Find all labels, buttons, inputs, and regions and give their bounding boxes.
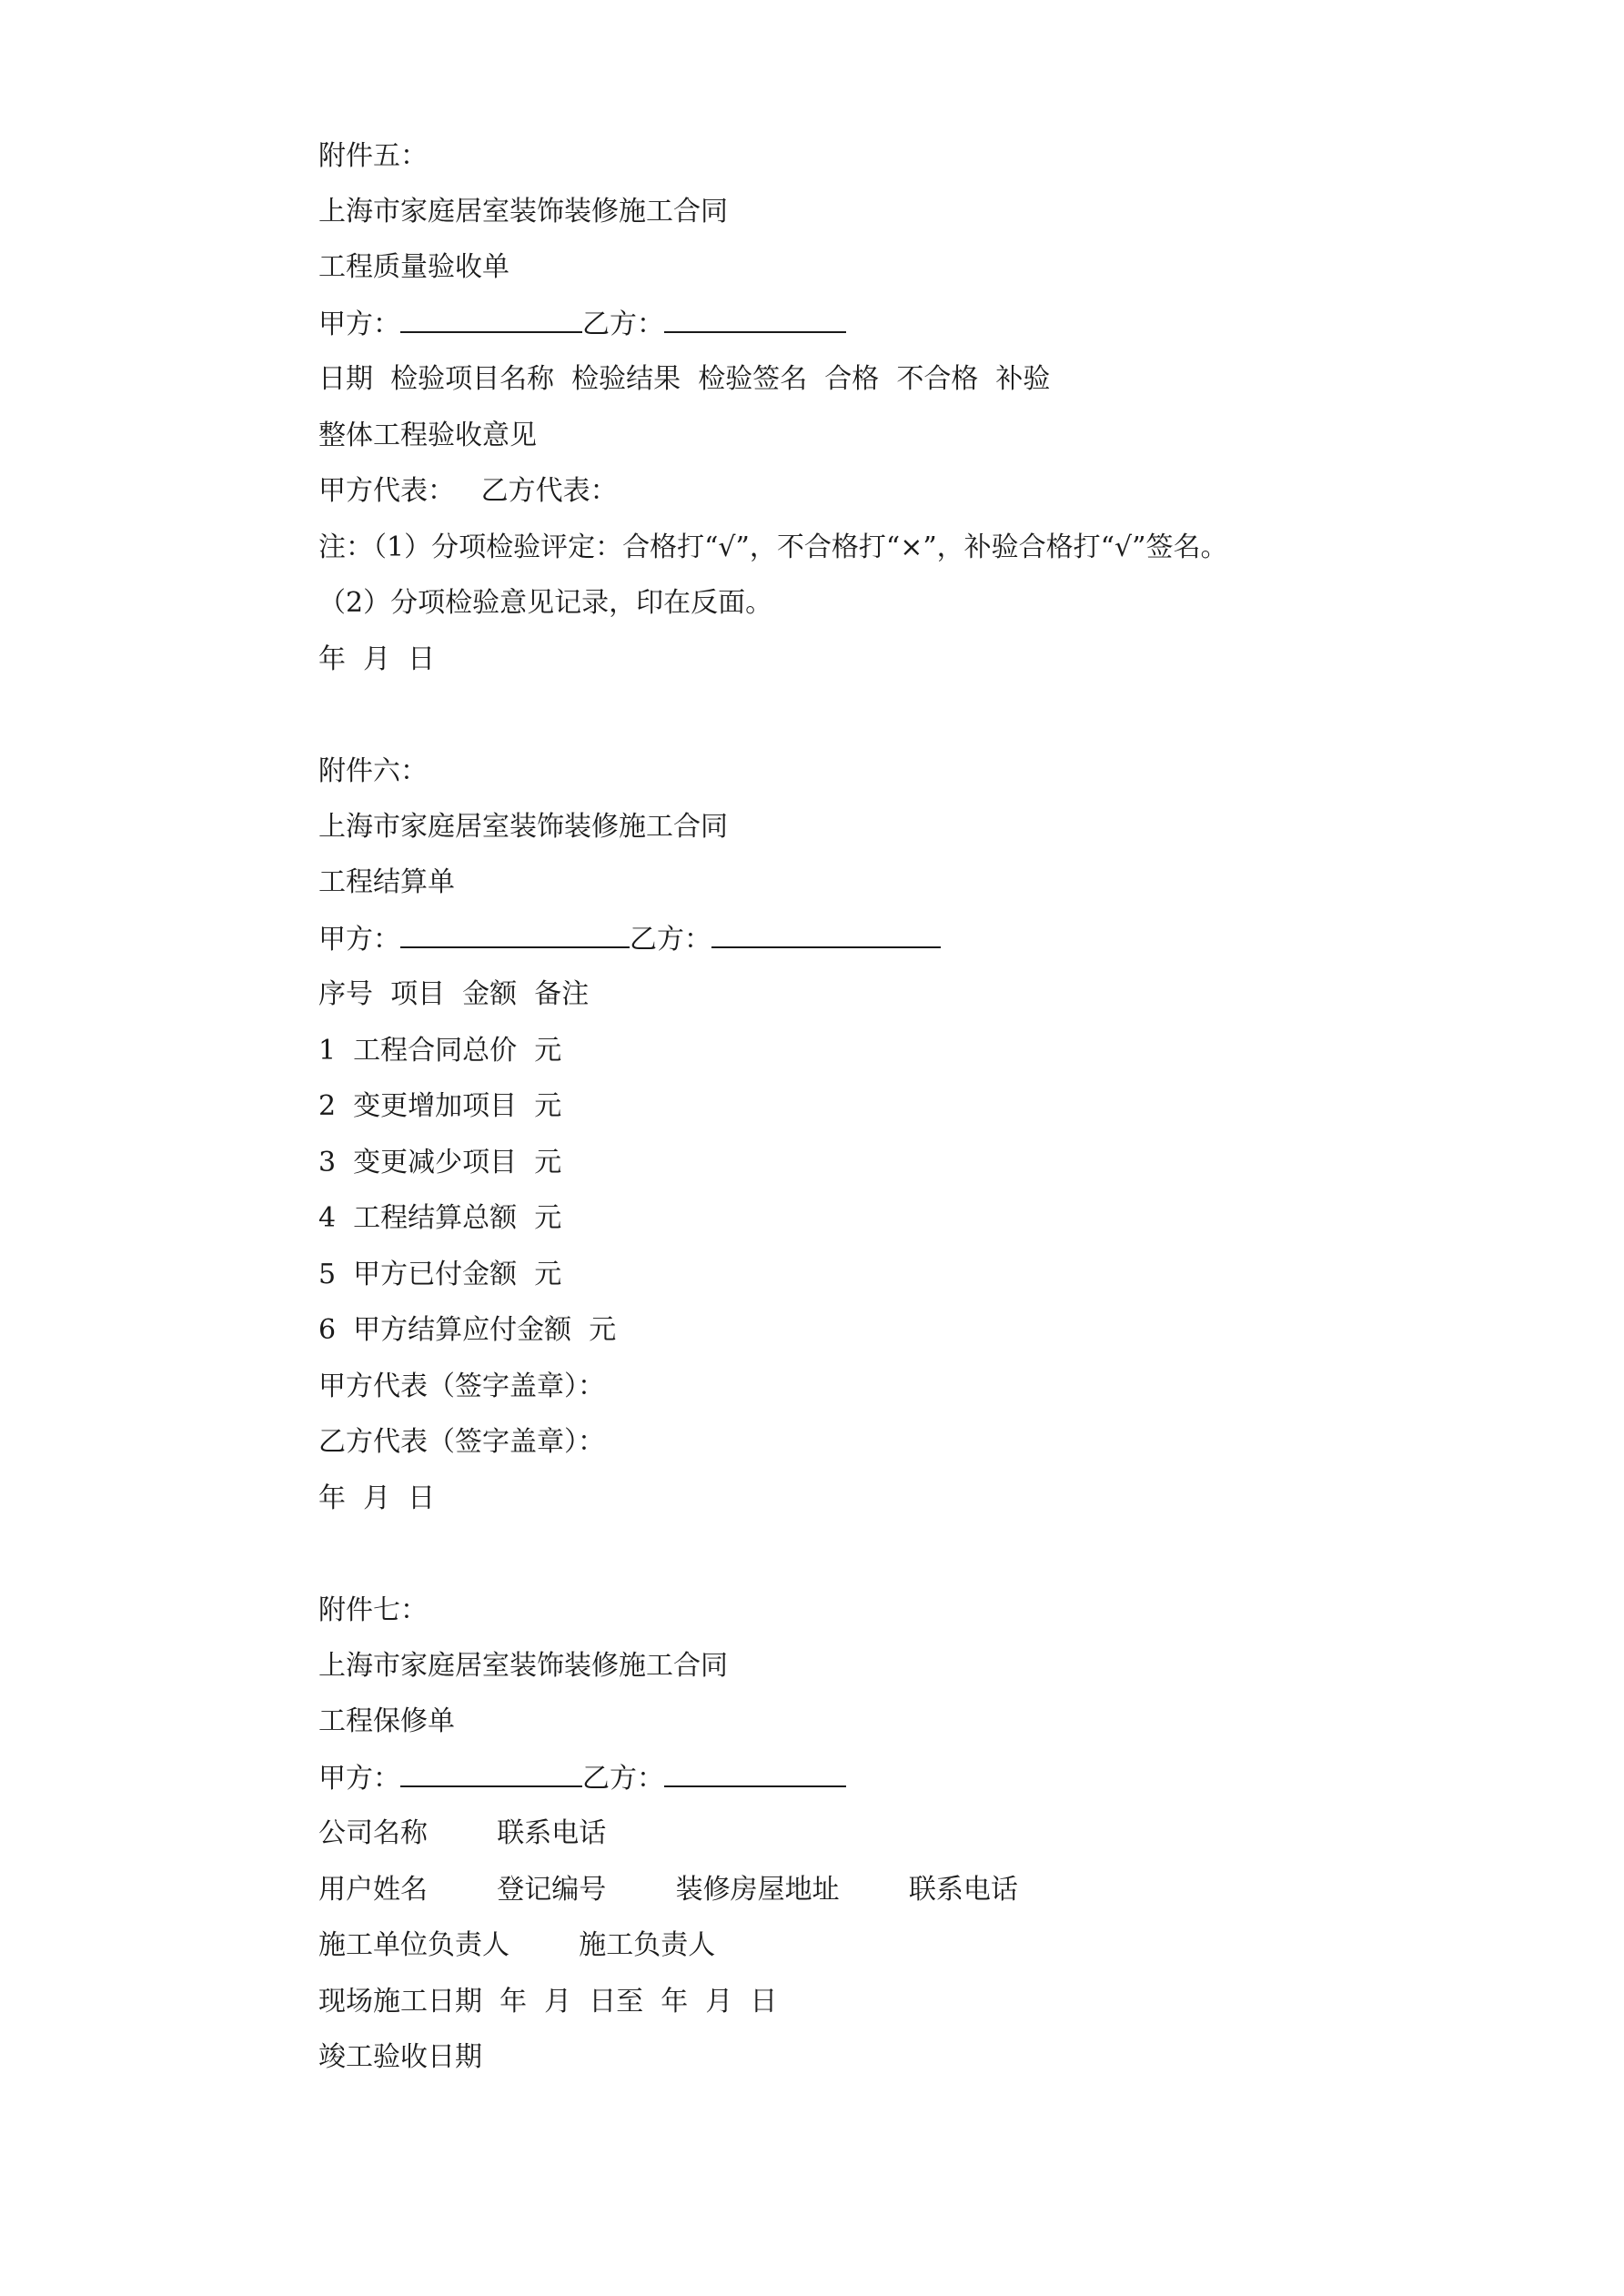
annex5-date-line: 年 月 日 xyxy=(318,643,436,675)
annex6-table-header: 序号 项目 金额 备注 xyxy=(318,978,590,1010)
annex6-heading: 附件六： xyxy=(318,755,428,787)
annex5-heading: 附件五： xyxy=(318,140,428,172)
annex6-row: 5 甲方已付金额 元 xyxy=(318,1259,562,1290)
annex6-row: 4 工程结算总额 元 xyxy=(318,1202,562,1234)
annex5-contract-title: 上海市家庭居室装饰装修施工合同 xyxy=(318,196,728,228)
party-b-blank xyxy=(664,1760,846,1787)
party-a-blank xyxy=(400,921,630,948)
annex5-representatives: 甲方代表： 乙方代表： xyxy=(318,475,618,507)
party-b-blank xyxy=(664,306,846,333)
annex6-row: 1 工程合同总价 元 xyxy=(318,1035,562,1067)
annex7-parties-line xyxy=(318,1760,846,1797)
party-b-label: 乙方： xyxy=(582,308,664,340)
annex6-date-line: 年 月 日 xyxy=(318,1482,436,1514)
annex7-contract-title: 上海市家庭居室装饰装修施工合同 xyxy=(318,1650,728,1682)
annex7-construction-dates: 现场施工日期 年 月 日至 年 月 日 xyxy=(318,1986,778,2018)
party-a-blank xyxy=(400,1760,582,1787)
annex6-form-title: 工程结算单 xyxy=(318,866,455,898)
party-a-label: 甲方： xyxy=(318,924,400,956)
annex7-form-title: 工程保修单 xyxy=(318,1705,455,1737)
annex5-form-title: 工程质量验收单 xyxy=(318,251,509,283)
annex7-company-row: 公司名称 联系电话 xyxy=(318,1817,607,1849)
annex6-row: 6 甲方结算应付金额 元 xyxy=(318,1314,617,1346)
annex6-parties-line xyxy=(318,921,941,958)
party-b-blank xyxy=(711,921,941,948)
annex6-row: 2 变更增加项目 元 xyxy=(318,1090,562,1122)
party-a-label: 甲方： xyxy=(318,1763,400,1795)
party-a-label: 甲方： xyxy=(318,308,400,340)
annex5-parties-line xyxy=(318,306,846,343)
party-a-blank xyxy=(400,306,582,333)
annex7-completion-date: 竣工验收日期 xyxy=(318,2041,482,2073)
annex5-note-1: 注：（1）分项检验评定：合格打“√”，不合格打“×”，补验合格打“√”签名。 xyxy=(318,531,1228,563)
annex5-table-header: 日期 检验项目名称 检验结果 检验签名 合格 不合格 补验 xyxy=(318,363,1051,395)
annex6-row: 3 变更减少项目 元 xyxy=(318,1147,562,1178)
annex6-contract-title: 上海市家庭居室装饰装修施工合同 xyxy=(318,811,728,843)
annex5-note-2: （2）分项检验意见记录，印在反面。 xyxy=(318,587,773,619)
annex6-party-b-sign: 乙方代表（签字盖章）： xyxy=(318,1426,605,1458)
annex7-contractor-row: 施工单位负责人 施工负责人 xyxy=(318,1929,716,1961)
annex6-party-a-sign: 甲方代表（签字盖章）： xyxy=(318,1371,605,1402)
annex7-heading: 附件七： xyxy=(318,1594,428,1626)
party-b-label: 乙方： xyxy=(582,1763,664,1795)
annex5-overall-opinion: 整体工程验收意见 xyxy=(318,420,537,451)
annex7-user-row: 用户姓名 登记编号 装修房屋地址 联系电话 xyxy=(318,1874,1018,1906)
party-b-label: 乙方： xyxy=(630,924,711,956)
